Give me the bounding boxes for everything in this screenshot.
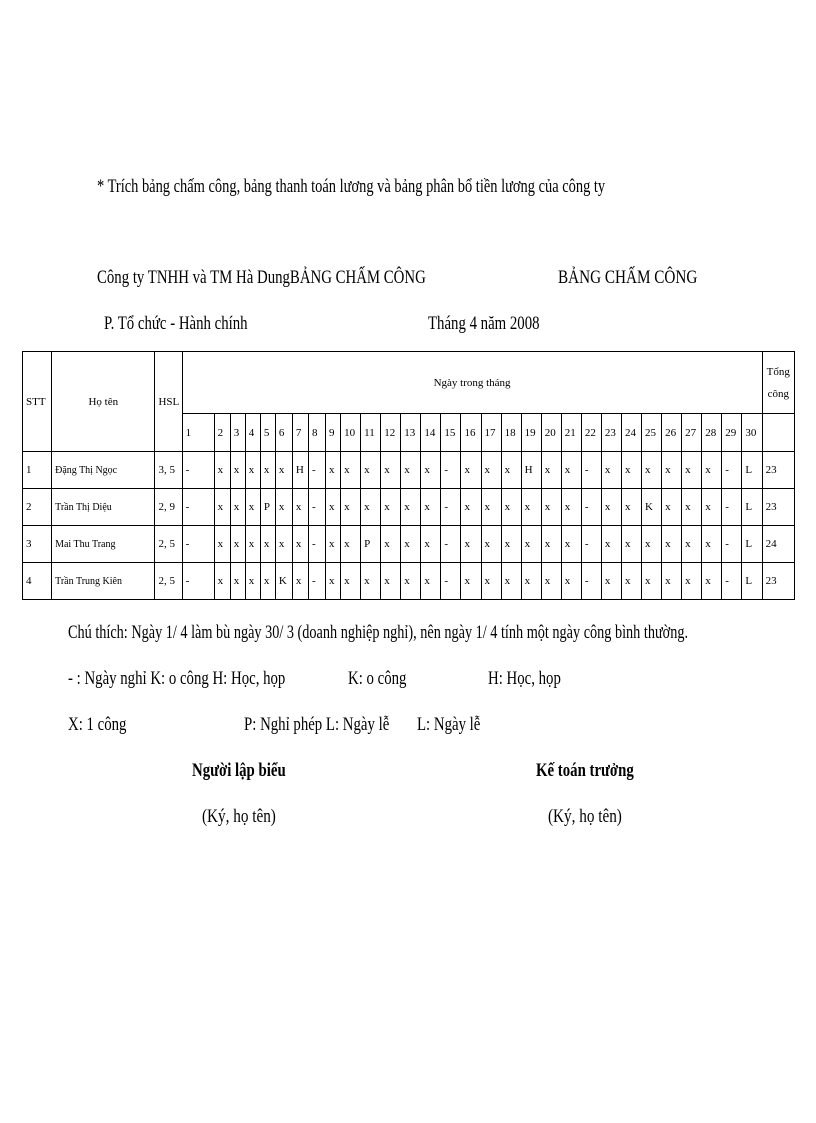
day-header-cell: 2 (214, 414, 230, 452)
attendance-cell: x (561, 526, 581, 563)
attendance-cell: - (581, 526, 601, 563)
attendance-cell: x (421, 452, 441, 489)
attendance-cell: x (461, 489, 481, 526)
preparer-title: Người lập biểu (192, 760, 286, 781)
attendance-cell: x (361, 489, 381, 526)
col-stt-header: STT (23, 352, 52, 452)
attendance-cell: P (260, 489, 275, 526)
attendance-cell: x (521, 563, 541, 600)
attendance-cell: x (275, 489, 292, 526)
stt-cell: 3 (23, 526, 52, 563)
preparer-sign-note: (Ký, họ tên) (202, 806, 276, 827)
accountant-title: Kế toán trưởng (536, 760, 634, 781)
attendance-cell: H (521, 452, 541, 489)
day-header-cell: 30 (742, 414, 762, 452)
attendance-cell: x (292, 563, 308, 600)
attendance-cell: x (501, 452, 521, 489)
attendance-cell: x (601, 563, 621, 600)
attendance-cell: - (182, 452, 214, 489)
col-total-header: Tổng công (762, 352, 794, 414)
attendance-cell: x (541, 489, 561, 526)
attendance-cell: x (292, 526, 308, 563)
day-header-cell: 7 (292, 414, 308, 452)
total-cell: 23 (762, 489, 794, 526)
day-header-cell: 13 (401, 414, 421, 452)
total-cell: 24 (762, 526, 794, 563)
attendance-cell: x (326, 452, 341, 489)
attendance-cell: x (381, 489, 401, 526)
day-header-cell: 9 (326, 414, 341, 452)
attendance-cell: x (481, 452, 501, 489)
attendance-cell: x (621, 563, 641, 600)
total-blank-cell (762, 414, 794, 452)
attendance-cell: x (702, 489, 722, 526)
day-header-cell: 15 (441, 414, 461, 452)
company-name: Công ty TNHH và TM Hà DungBẢNG CHẤM CÔNG (97, 267, 426, 288)
attendance-cell: - (308, 452, 325, 489)
attendance-cell: x (401, 489, 421, 526)
stt-cell: 1 (23, 452, 52, 489)
hsl-cell: 2, 9 (155, 489, 182, 526)
attendance-cell: x (401, 563, 421, 600)
attendance-cell: x (481, 526, 501, 563)
attendance-cell: x (541, 526, 561, 563)
day-header-cell: 18 (501, 414, 521, 452)
attendance-cell: x (461, 526, 481, 563)
attendance-cell: - (722, 526, 742, 563)
attendance-cell: - (441, 452, 461, 489)
day-header-cell: 19 (521, 414, 541, 452)
total-cell: 23 (762, 452, 794, 489)
attendance-cell: x (361, 563, 381, 600)
attendance-cell: x (601, 452, 621, 489)
name-cell: Trần Thị Diệu (52, 489, 155, 526)
note-text: Chú thích: Ngày 1/ 4 làm bù ngày 30/ 3 (doanh nghiệp nghỉ), nên ngày 1/ 4 tính một ngày công bình thường. (68, 622, 689, 643)
attendance-cell: x (642, 452, 662, 489)
hsl-cell: 3, 5 (155, 452, 182, 489)
attendance-cell: x (401, 452, 421, 489)
day-header-cell: 21 (561, 414, 581, 452)
day-header-cell: 16 (461, 414, 481, 452)
attendance-cell: x (275, 452, 292, 489)
attendance-cell: - (581, 563, 601, 600)
attendance-cell: L (742, 489, 762, 526)
legend-line1-c: H: Học, họp (488, 668, 561, 689)
attendance-cell: - (308, 489, 325, 526)
legend-line1-b: K: o công (348, 668, 407, 689)
attendance-cell: x (381, 526, 401, 563)
attendance-cell: x (326, 563, 341, 600)
department: P. Tổ chức - Hành chính (104, 313, 248, 334)
accountant-sign-note: (Ký, họ tên) (548, 806, 622, 827)
hsl-cell: 2, 5 (155, 526, 182, 563)
attendance-cell: x (421, 563, 441, 600)
attendance-cell: x (245, 526, 260, 563)
legend-line2-c: L: Ngày lễ (417, 714, 481, 735)
attendance-cell: L (742, 452, 762, 489)
attendance-cell: x (401, 526, 421, 563)
attendance-cell: x (341, 452, 361, 489)
day-header-cell: 1 (182, 414, 214, 452)
attendance-cell: x (214, 452, 230, 489)
attendance-cell: P (361, 526, 381, 563)
day-header-cell: 29 (722, 414, 742, 452)
attendance-cell: x (601, 526, 621, 563)
day-header-cell: 12 (381, 414, 401, 452)
attendance-cell: x (260, 563, 275, 600)
attendance-cell: x (702, 452, 722, 489)
attendance-cell: x (642, 526, 662, 563)
day-header-cell: 26 (662, 414, 682, 452)
attendance-cell: H (292, 452, 308, 489)
attendance-cell: x (230, 563, 245, 600)
hsl-cell: 2, 5 (155, 563, 182, 600)
attendance-cell: - (308, 563, 325, 600)
attendance-cell: x (461, 452, 481, 489)
attendance-cell: - (182, 526, 214, 563)
day-header-cell: 10 (341, 414, 361, 452)
legend-line2-b: P: Nghỉ phép L: Ngày lễ (244, 714, 390, 735)
attendance-cell: x (621, 452, 641, 489)
attendance-cell: - (722, 563, 742, 600)
stt-cell: 2 (23, 489, 52, 526)
attendance-cell: x (541, 452, 561, 489)
day-header-cell: 8 (308, 414, 325, 452)
timesheet-table (22, 351, 795, 600)
attendance-cell: - (722, 452, 742, 489)
attendance-cell: x (326, 526, 341, 563)
attendance-cell: x (461, 563, 481, 600)
attendance-cell: x (662, 563, 682, 600)
attendance-cell: x (381, 563, 401, 600)
attendance-cell: x (682, 489, 702, 526)
attendance-cell: - (722, 489, 742, 526)
attendance-cell: x (245, 489, 260, 526)
attendance-cell: x (421, 489, 441, 526)
sheet-title: BẢNG CHẤM CÔNG (558, 267, 698, 288)
attendance-cell: x (702, 526, 722, 563)
attendance-cell: x (260, 526, 275, 563)
attendance-cell: x (245, 563, 260, 600)
day-header-cell: 24 (621, 414, 641, 452)
table-row (23, 452, 795, 489)
attendance-cell: - (581, 489, 601, 526)
attendance-cell: L (742, 526, 762, 563)
day-header-cell: 6 (275, 414, 292, 452)
day-header-cell: 4 (245, 414, 260, 452)
attendance-cell: - (441, 526, 461, 563)
attendance-cell: x (245, 452, 260, 489)
attendance-cell: x (230, 526, 245, 563)
attendance-cell: K (642, 489, 662, 526)
attendance-cell: x (521, 489, 541, 526)
total-cell: 23 (762, 563, 794, 600)
attendance-cell: x (501, 489, 521, 526)
attendance-cell: x (541, 563, 561, 600)
col-hsl-header: HSL (155, 352, 182, 452)
attendance-cell: x (682, 526, 702, 563)
attendance-cell: x (214, 526, 230, 563)
stt-cell: 4 (23, 563, 52, 600)
col-days-header: Ngày trong tháng (182, 352, 762, 414)
intro-text: * Trích bảng chấm công, bảng thanh toán lương và bảng phân bổ tiền lương của công ty (97, 176, 606, 197)
attendance-cell: x (341, 489, 361, 526)
day-header-cell: 28 (702, 414, 722, 452)
attendance-cell: x (501, 563, 521, 600)
attendance-cell: x (601, 489, 621, 526)
day-header-cell: 3 (230, 414, 245, 452)
day-header-cell: 27 (682, 414, 702, 452)
col-name-header: Họ tên (52, 352, 155, 452)
name-cell: Mai Thu Trang (52, 526, 155, 563)
day-header-cell: 23 (601, 414, 621, 452)
attendance-cell: x (662, 452, 682, 489)
legend-line1-a: - : Ngày nghỉ K: o công H: Học, họp (68, 668, 286, 689)
month-label: Tháng 4 năm 2008 (428, 313, 540, 334)
day-header-cell: 17 (481, 414, 501, 452)
attendance-cell: x (682, 452, 702, 489)
attendance-cell: x (642, 563, 662, 600)
attendance-cell: x (326, 489, 341, 526)
day-header-cell: 14 (421, 414, 441, 452)
name-cell: Trần Trung Kiên (52, 563, 155, 600)
attendance-cell: x (260, 452, 275, 489)
attendance-cell: L (742, 563, 762, 600)
attendance-cell: - (441, 563, 461, 600)
day-header-cell: 22 (581, 414, 601, 452)
attendance-cell: x (381, 452, 401, 489)
day-header-cell: 11 (361, 414, 381, 452)
table-row (23, 489, 795, 526)
attendance-cell: x (421, 526, 441, 563)
attendance-cell: x (561, 489, 581, 526)
attendance-cell: x (341, 563, 361, 600)
attendance-cell: x (501, 526, 521, 563)
table-row (23, 526, 795, 563)
attendance-cell: - (182, 489, 214, 526)
attendance-cell: x (662, 489, 682, 526)
attendance-cell: - (308, 526, 325, 563)
attendance-cell: - (581, 452, 601, 489)
attendance-cell: x (521, 526, 541, 563)
attendance-cell: K (275, 563, 292, 600)
attendance-cell: x (214, 563, 230, 600)
day-header-cell: 5 (260, 414, 275, 452)
attendance-cell: x (621, 526, 641, 563)
attendance-cell: x (230, 452, 245, 489)
attendance-cell: x (230, 489, 245, 526)
attendance-cell: x (341, 526, 361, 563)
attendance-cell: x (361, 452, 381, 489)
attendance-cell: x (214, 489, 230, 526)
attendance-cell: x (682, 563, 702, 600)
attendance-cell: - (182, 563, 214, 600)
table-row (23, 563, 795, 600)
attendance-cell: x (662, 526, 682, 563)
day-header-cell: 25 (642, 414, 662, 452)
attendance-cell: x (621, 489, 641, 526)
attendance-cell: x (481, 563, 501, 600)
attendance-cell: x (561, 563, 581, 600)
attendance-cell: x (561, 452, 581, 489)
legend-line2-a: X: 1 công (68, 714, 127, 735)
attendance-cell: x (702, 563, 722, 600)
day-header-cell: 20 (541, 414, 561, 452)
attendance-cell: - (441, 489, 461, 526)
attendance-cell: x (292, 489, 308, 526)
name-cell: Đặng Thị Ngọc (52, 452, 155, 489)
attendance-cell: x (275, 526, 292, 563)
attendance-cell: x (481, 489, 501, 526)
